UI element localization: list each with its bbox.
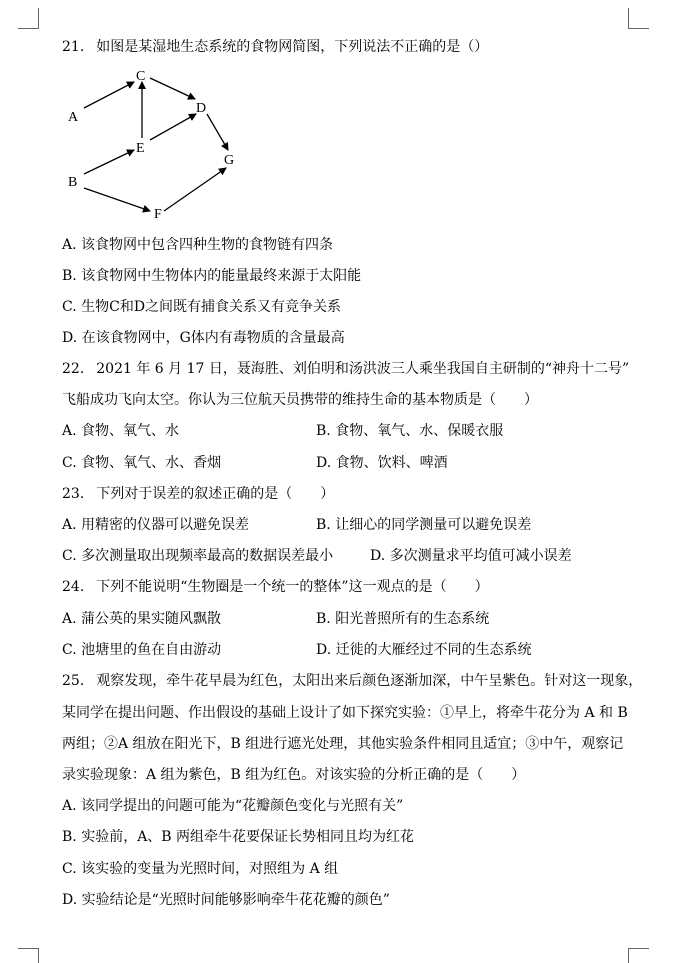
q24-stem xyxy=(62,578,489,596)
q22-option-a[interactable]: A. 食物、氧气、水 xyxy=(62,423,180,439)
q24-stem-text: 下列不能说明“生物圈是一个统一的整体”这一观点的是（ ） xyxy=(96,579,489,595)
q22-stem-text-1: 2021 年 6 月 17 日，聂海胜、刘伯明和汤洪波三人乘坐我国自主研制的“神舟十二号” xyxy=(96,361,630,377)
arrow-f-to-g xyxy=(164,168,226,211)
corner-mark-bottom-left xyxy=(18,948,39,963)
q23-option-a[interactable]: A. 用精密的仪器可以避免误差 xyxy=(62,517,250,533)
arrow-e-to-d xyxy=(150,114,196,140)
q22-stem-line-2: 飞船成功飞向太空。你认为三位航天员携带的维持生命的基本物质是（ ） xyxy=(62,392,538,408)
q23-number: 23. xyxy=(62,486,85,502)
q21-stem-text: 如图是某湿地生态系统的食物网简图，下列说法不正确的是（） xyxy=(96,39,489,55)
arrow-a-to-c xyxy=(84,82,134,108)
q22-option-b[interactable]: B. 食物、氧气、水、保暖衣服 xyxy=(316,423,504,439)
q21-number: 21. xyxy=(62,39,85,55)
q22-option-d[interactable]: D. 食物、饮料、啤酒 xyxy=(316,455,448,471)
corner-mark-bottom-right xyxy=(628,948,649,963)
q23-option-c[interactable]: C. 多次测量取出现频率最高的数据误差最小 xyxy=(62,548,334,564)
q21-option-a[interactable]: A. 该食物网中包含四种生物的食物链有四条 xyxy=(62,237,334,253)
q24-option-d[interactable]: D. 迁徙的大雁经过不同的生态系统 xyxy=(316,642,532,658)
q25-stem-line-1 xyxy=(62,672,642,690)
q21-stem xyxy=(62,38,488,56)
q25-stem-line-3: 两组；②A 组放在阳光下，B 组进行遮光处理，其他实验条件相同且适宜；③中午，观察记 xyxy=(62,736,624,752)
q21-option-c[interactable]: C. 生物C和D之间既有捕食关系又有竞争关系 xyxy=(62,299,342,315)
q22-option-c[interactable]: C. 食物、氧气、水、香烟 xyxy=(62,455,222,471)
corner-mark-top-right xyxy=(628,8,649,29)
q24-option-c[interactable]: C. 池塘里的鱼在自由游动 xyxy=(62,642,222,658)
q24-option-a[interactable]: A. 蒲公英的果实随风飘散 xyxy=(62,611,222,627)
food-web-diagram xyxy=(62,62,242,222)
node-a: A xyxy=(68,110,79,125)
q25-stem-line-4: 录实验现象：A 组为紫色，B 组为红色。对该实验的分析正确的是（ ） xyxy=(62,767,526,783)
q24-option-b[interactable]: B. 阳光普照所有的生态系统 xyxy=(316,611,490,627)
arrow-b-to-e xyxy=(84,150,134,174)
arrow-c-to-d xyxy=(150,78,195,99)
q22-number: 22. xyxy=(62,361,85,377)
q25-number: 25. xyxy=(62,673,85,689)
q25-option-c[interactable]: C. 该实验的变量为光照时间，对照组为 A 组 xyxy=(62,861,339,877)
q21-option-b[interactable]: B. 该食物网中生物体内的能量最终来源于太阳能 xyxy=(62,268,362,284)
q22-stem-line-1 xyxy=(62,360,629,378)
node-g: G xyxy=(224,153,235,168)
q25-option-b[interactable]: B. 实验前，A、B 两组牵牛花要保证长势相同且均为红花 xyxy=(62,829,415,845)
node-b: B xyxy=(68,175,78,190)
node-f: F xyxy=(154,207,162,222)
node-d: D xyxy=(196,101,207,116)
q25-option-d[interactable]: D. 实验结论是“光照时间能够影响牵牛花花瓣的颜色” xyxy=(62,892,390,908)
q25-stem-line-2: 某同学在提出问题、作出假设的基础上设计了如下探究实验：①早上，将牵牛花分为 A 和 B xyxy=(62,705,628,721)
q25-option-a[interactable]: A. 该同学提出的问题可能为“花瓣颜色变化与光照有关” xyxy=(62,798,404,814)
q21-option-d[interactable]: D. 在该食物网中，G体内有毒物质的含量最高 xyxy=(62,330,345,346)
q25-stem-text-1: 观察发现，牵牛花早晨为红色，太阳出来后颜色逐渐加深，中午呈紫色。针对这一现象， xyxy=(96,673,643,689)
arrow-b-to-f xyxy=(84,188,150,211)
corner-mark-top-left xyxy=(18,8,39,29)
q23-stem xyxy=(62,485,334,503)
q23-stem-text: 下列对于误差的叙述正确的是（ ） xyxy=(96,486,335,502)
q23-option-d[interactable]: D. 多次测量求平均值可减小误差 xyxy=(370,548,572,564)
q23-option-b[interactable]: B. 让细心的同学测量可以避免误差 xyxy=(316,517,532,533)
arrow-d-to-g xyxy=(207,114,228,150)
node-c: C xyxy=(136,69,146,84)
node-e: E xyxy=(136,141,145,156)
q24-number: 24. xyxy=(62,579,85,595)
